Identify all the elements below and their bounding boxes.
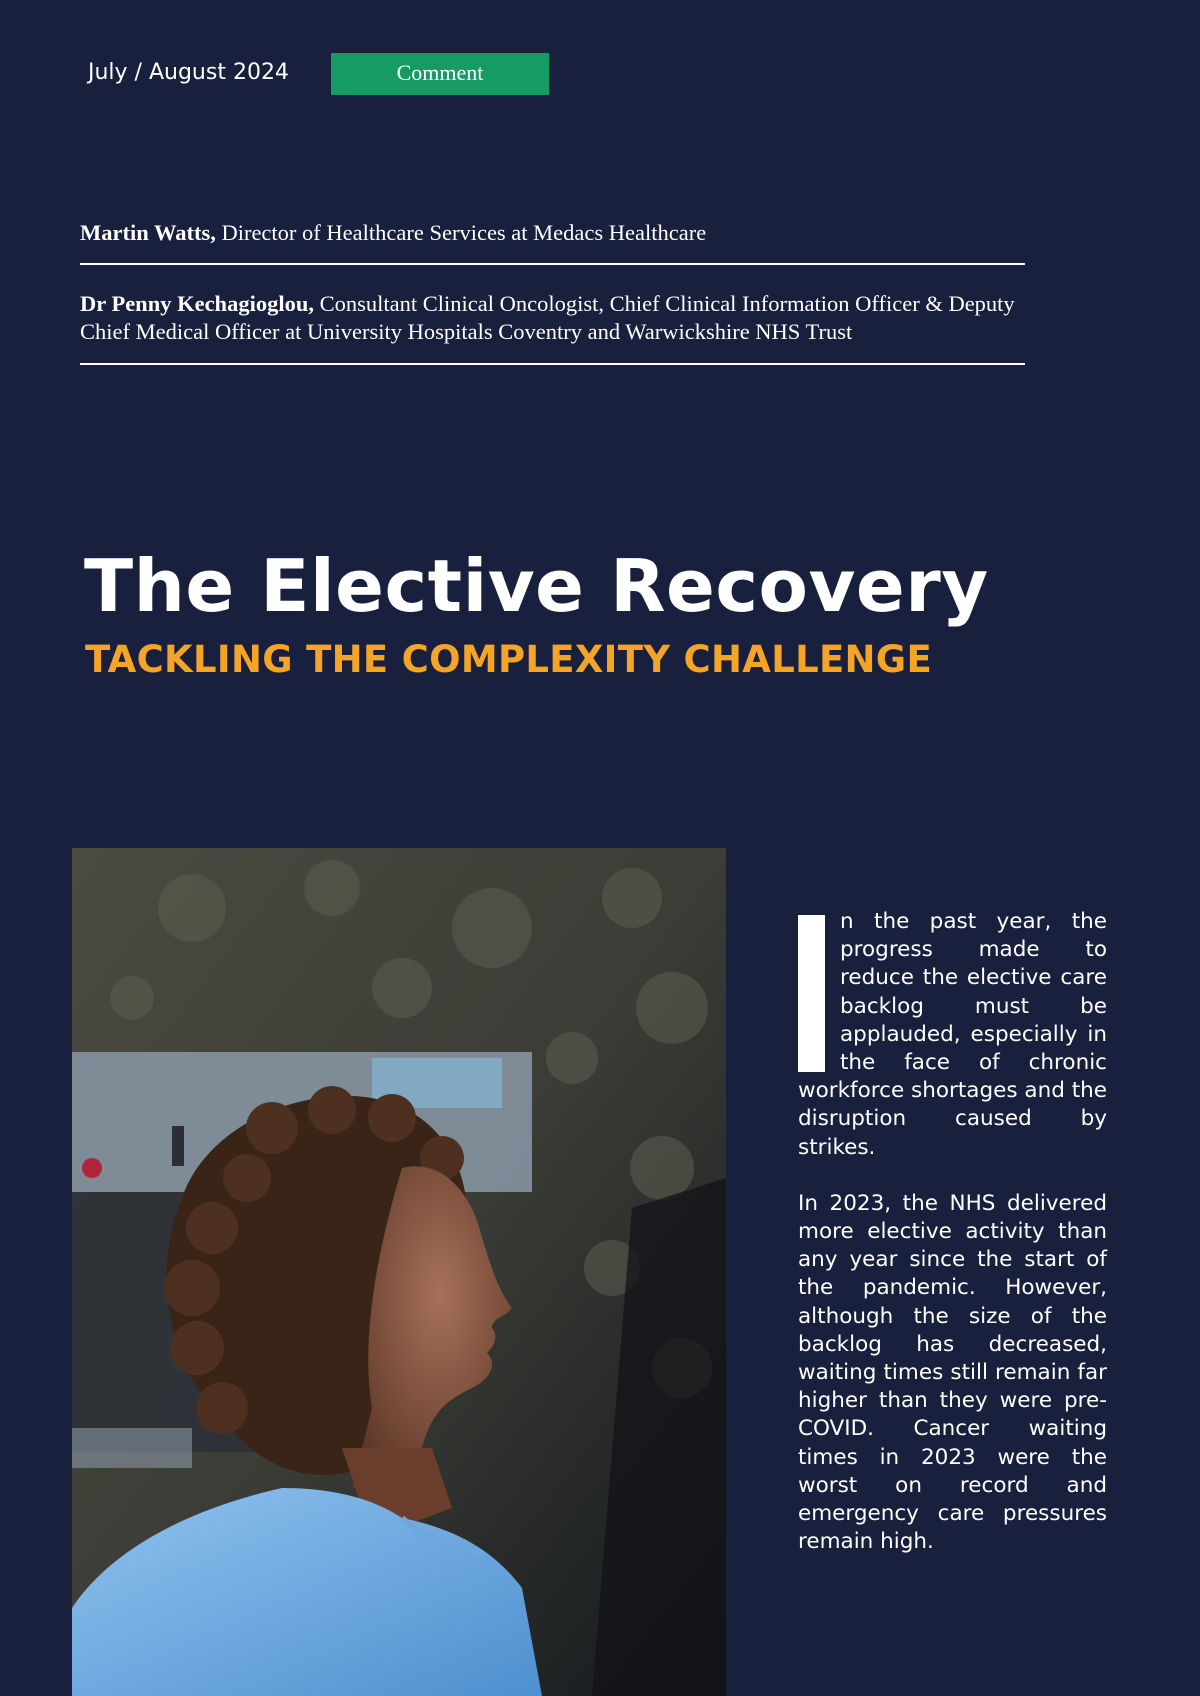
article-body (798, 908, 1107, 1584)
article-photo (72, 848, 726, 1696)
author-byline-2 (80, 290, 1025, 346)
author-name: Martin Watts, (80, 220, 216, 245)
author-name: Dr Penny Kechagioglou, (80, 291, 314, 316)
author-role: Director of Healthcare Services at Medacs Healthcare (215, 220, 707, 245)
section-tag: Comment (331, 53, 549, 95)
article-subtitle: TACKLING THE COMPLEXITY CHALLENGE (85, 638, 933, 681)
article-title: The Elective Recovery (84, 544, 989, 628)
issue-date: July / August 2024 (88, 60, 289, 85)
divider (80, 363, 1025, 365)
article-paragraph: In 2023, the NHS delivered more elective activity than any year since the start of the pandemic. However, although the size of the backlog has decreased, waiting times still remain far higher than they were pre-COVID. Cancer waiting times in 2023 were the worst on record and emergency care pressures remain high. (798, 1190, 1107, 1555)
dropcap-letter-i (798, 915, 825, 1072)
divider (80, 263, 1025, 265)
article-paragraph: n the past year, the progress made to reduce the elective care backlog must be applauded, especially in the face of chronic workforce shortages and the disruption caused by strikes. (798, 909, 1107, 1160)
author-byline-1 (80, 219, 1025, 247)
author-role: Consultant Clinical Oncologist, Chief Clinical Information Officer & Deputy Chief Medical Officer at University Hospitals Coventry and Warwickshire NHS Trust (80, 291, 1015, 344)
